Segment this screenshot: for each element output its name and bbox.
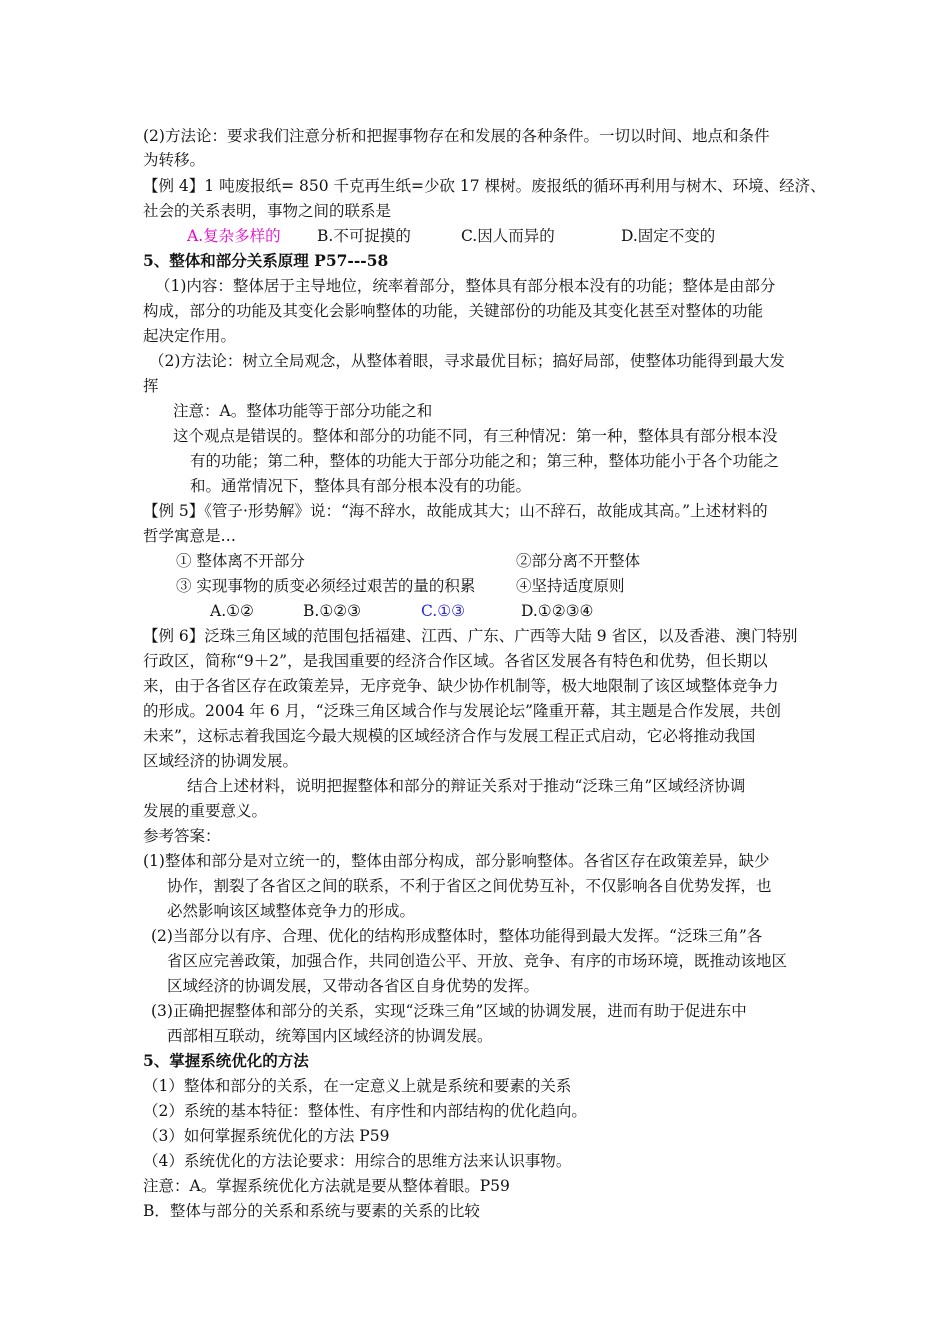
- example-4-line: 【例 4】1 吨废报纸= 850 千克再生纸=少砍 17 棵树。废报纸的循环再利用与树木、环境、经济、: [143, 177, 826, 195]
- answer-line: (1)整体和部分是对立统一的，整体由部分构成，部分影响整体。各省区存在政策差异，缺少: [143, 852, 770, 870]
- statement-1: ① 整体离不开部分: [176, 552, 305, 570]
- answer-line: 西部相互联动，统筹国内区域经济的协调发展。: [167, 1027, 493, 1045]
- text-line: 这个观点是错误的。整体和部分的功能不同，有三种情况：第一种，整体具有部分根本没: [173, 427, 778, 445]
- text-line: 未来”，这标志着我国迄今最大规模的区域经济合作与发展工程正式启动，它必将推动我国: [143, 727, 756, 745]
- text-line: 发展的重要意义。: [143, 802, 268, 820]
- statement-4: ④坚持适度原则: [516, 577, 625, 595]
- text-line: （1)内容：整体居于主导地位，统率着部分，整体具有部分根本没有的功能；整体是由部分: [155, 277, 776, 295]
- text-line: 挥: [143, 377, 159, 395]
- text-line: 行政区，简称“9＋2”，是我国重要的经济合作区域。各省区发展各有特色和优势，但长期以: [143, 652, 768, 670]
- option-b: B.不可捉摸的: [317, 227, 411, 245]
- option-c-answer: C.①③: [421, 602, 466, 620]
- text-line: （2)方法论：树立全局观念，从整体着眼，寻求最优目标；搞好局部，使整体功能得到最大发: [149, 352, 785, 370]
- option-b: B.①②③: [303, 602, 362, 620]
- note-line: 注意：A。整体功能等于部分功能之和: [173, 402, 433, 420]
- answer-line: (2)当部分以有序、合理、优化的结构形成整体时，整体功能得到最大发挥。“泛珠三角”各: [151, 927, 763, 945]
- option-c: C.因人而异的: [461, 227, 555, 245]
- answer-line: (3)正确把握整体和部分的关系，实现“泛珠三角”区域的协调发展，进而有助于促进东中: [151, 1002, 747, 1020]
- text-line: （4）系统优化的方法论要求：用综合的思维方法来认识事物。: [143, 1152, 572, 1170]
- question-line: 结合上述材料，说明把握整体和部分的辩证关系对于推动“泛珠三角”区域经济协调: [187, 777, 746, 795]
- section-heading: 5、掌握系统优化的方法: [143, 1051, 309, 1070]
- text-line: 有的功能；第二种，整体的功能大于部分功能之和；第三种，整体功能小于各个功能之: [190, 452, 780, 470]
- text-line: B．整体与部分的关系和系统与要素的关系的比较: [143, 1202, 480, 1220]
- note-line: 注意：A。掌握系统优化方法就是要从整体着眼。P59: [143, 1177, 510, 1195]
- statement-2: ②部分离不开整体: [516, 552, 641, 570]
- answer-line: 必然影响该区域整体竞争力的形成。: [167, 902, 416, 920]
- text-line: 起决定作用。: [143, 327, 237, 345]
- option-d: D.①②③④: [521, 602, 594, 620]
- section-heading: 5、整体和部分关系原理 P57---58: [143, 251, 389, 270]
- text-line: 为转移。: [143, 151, 206, 169]
- option-a-answer: A.复杂多样的: [187, 227, 281, 245]
- text-line: 的形成。2004 年 6 月，“泛珠三角区域合作与发展论坛”隆重开幕，其主题是合作发展，共创: [143, 702, 781, 720]
- text-line: 构成，部分的功能及其变化会影响整体的功能，关键部份的功能及其变化甚至对整体的功能: [143, 302, 764, 320]
- text-line: 来，由于各省区存在政策差异，无序竞争、缺少协作机制等，极大地限制了该区域整体竞争力: [143, 677, 779, 695]
- option-d: D.固定不变的: [621, 227, 716, 245]
- text-line: 哲学寓意是…: [143, 527, 237, 545]
- statement-3: ③ 实现事物的质变必须经过艰苦的量的积累: [176, 577, 476, 595]
- text-line: 社会的关系表明，事物之间的联系是: [143, 202, 392, 220]
- text-line: （3）如何掌握系统优化的方法 P59: [143, 1127, 390, 1145]
- option-a: A.①②: [210, 602, 254, 620]
- example-5-line: 【例 5】《管子·形势解》说：“海不辞水，故能成其大；山不辞石，故能成其高。”上述材料的: [143, 502, 768, 520]
- example-6-line: 【例 6】泛珠三角区域的范围包括福建、江西、广东、广西等大陆 9 省区，以及香港、澳门特别: [143, 627, 798, 645]
- answer-line: 区域经济的协调发展，又带动各省区自身优势的发挥。: [167, 977, 540, 995]
- text-line: 区域经济的协调发展。: [143, 752, 299, 770]
- answer-line: 协作，割裂了各省区之间的联系，不利于省区之间优势互补，不仅影响各自优势发挥，也: [167, 877, 772, 895]
- text-line: （1）整体和部分的关系，在一定意义上就是系统和要素的关系: [143, 1077, 572, 1095]
- text-line: 和。通常情况下，整体具有部分根本没有的功能。: [190, 477, 532, 495]
- answer-heading: 参考答案：: [143, 827, 221, 845]
- answer-line: 省区应完善政策，加强合作，共同创造公平、开放、竞争、有序的市场环境，既推动该地区: [167, 952, 788, 970]
- text-line: (2)方法论：要求我们注意分析和把握事物存在和发展的各种条件。一切以时间、地点和条件: [143, 127, 770, 145]
- text-line: （2）系统的基本特征：整体性、有序性和内部结构的优化趋向。: [143, 1102, 587, 1120]
